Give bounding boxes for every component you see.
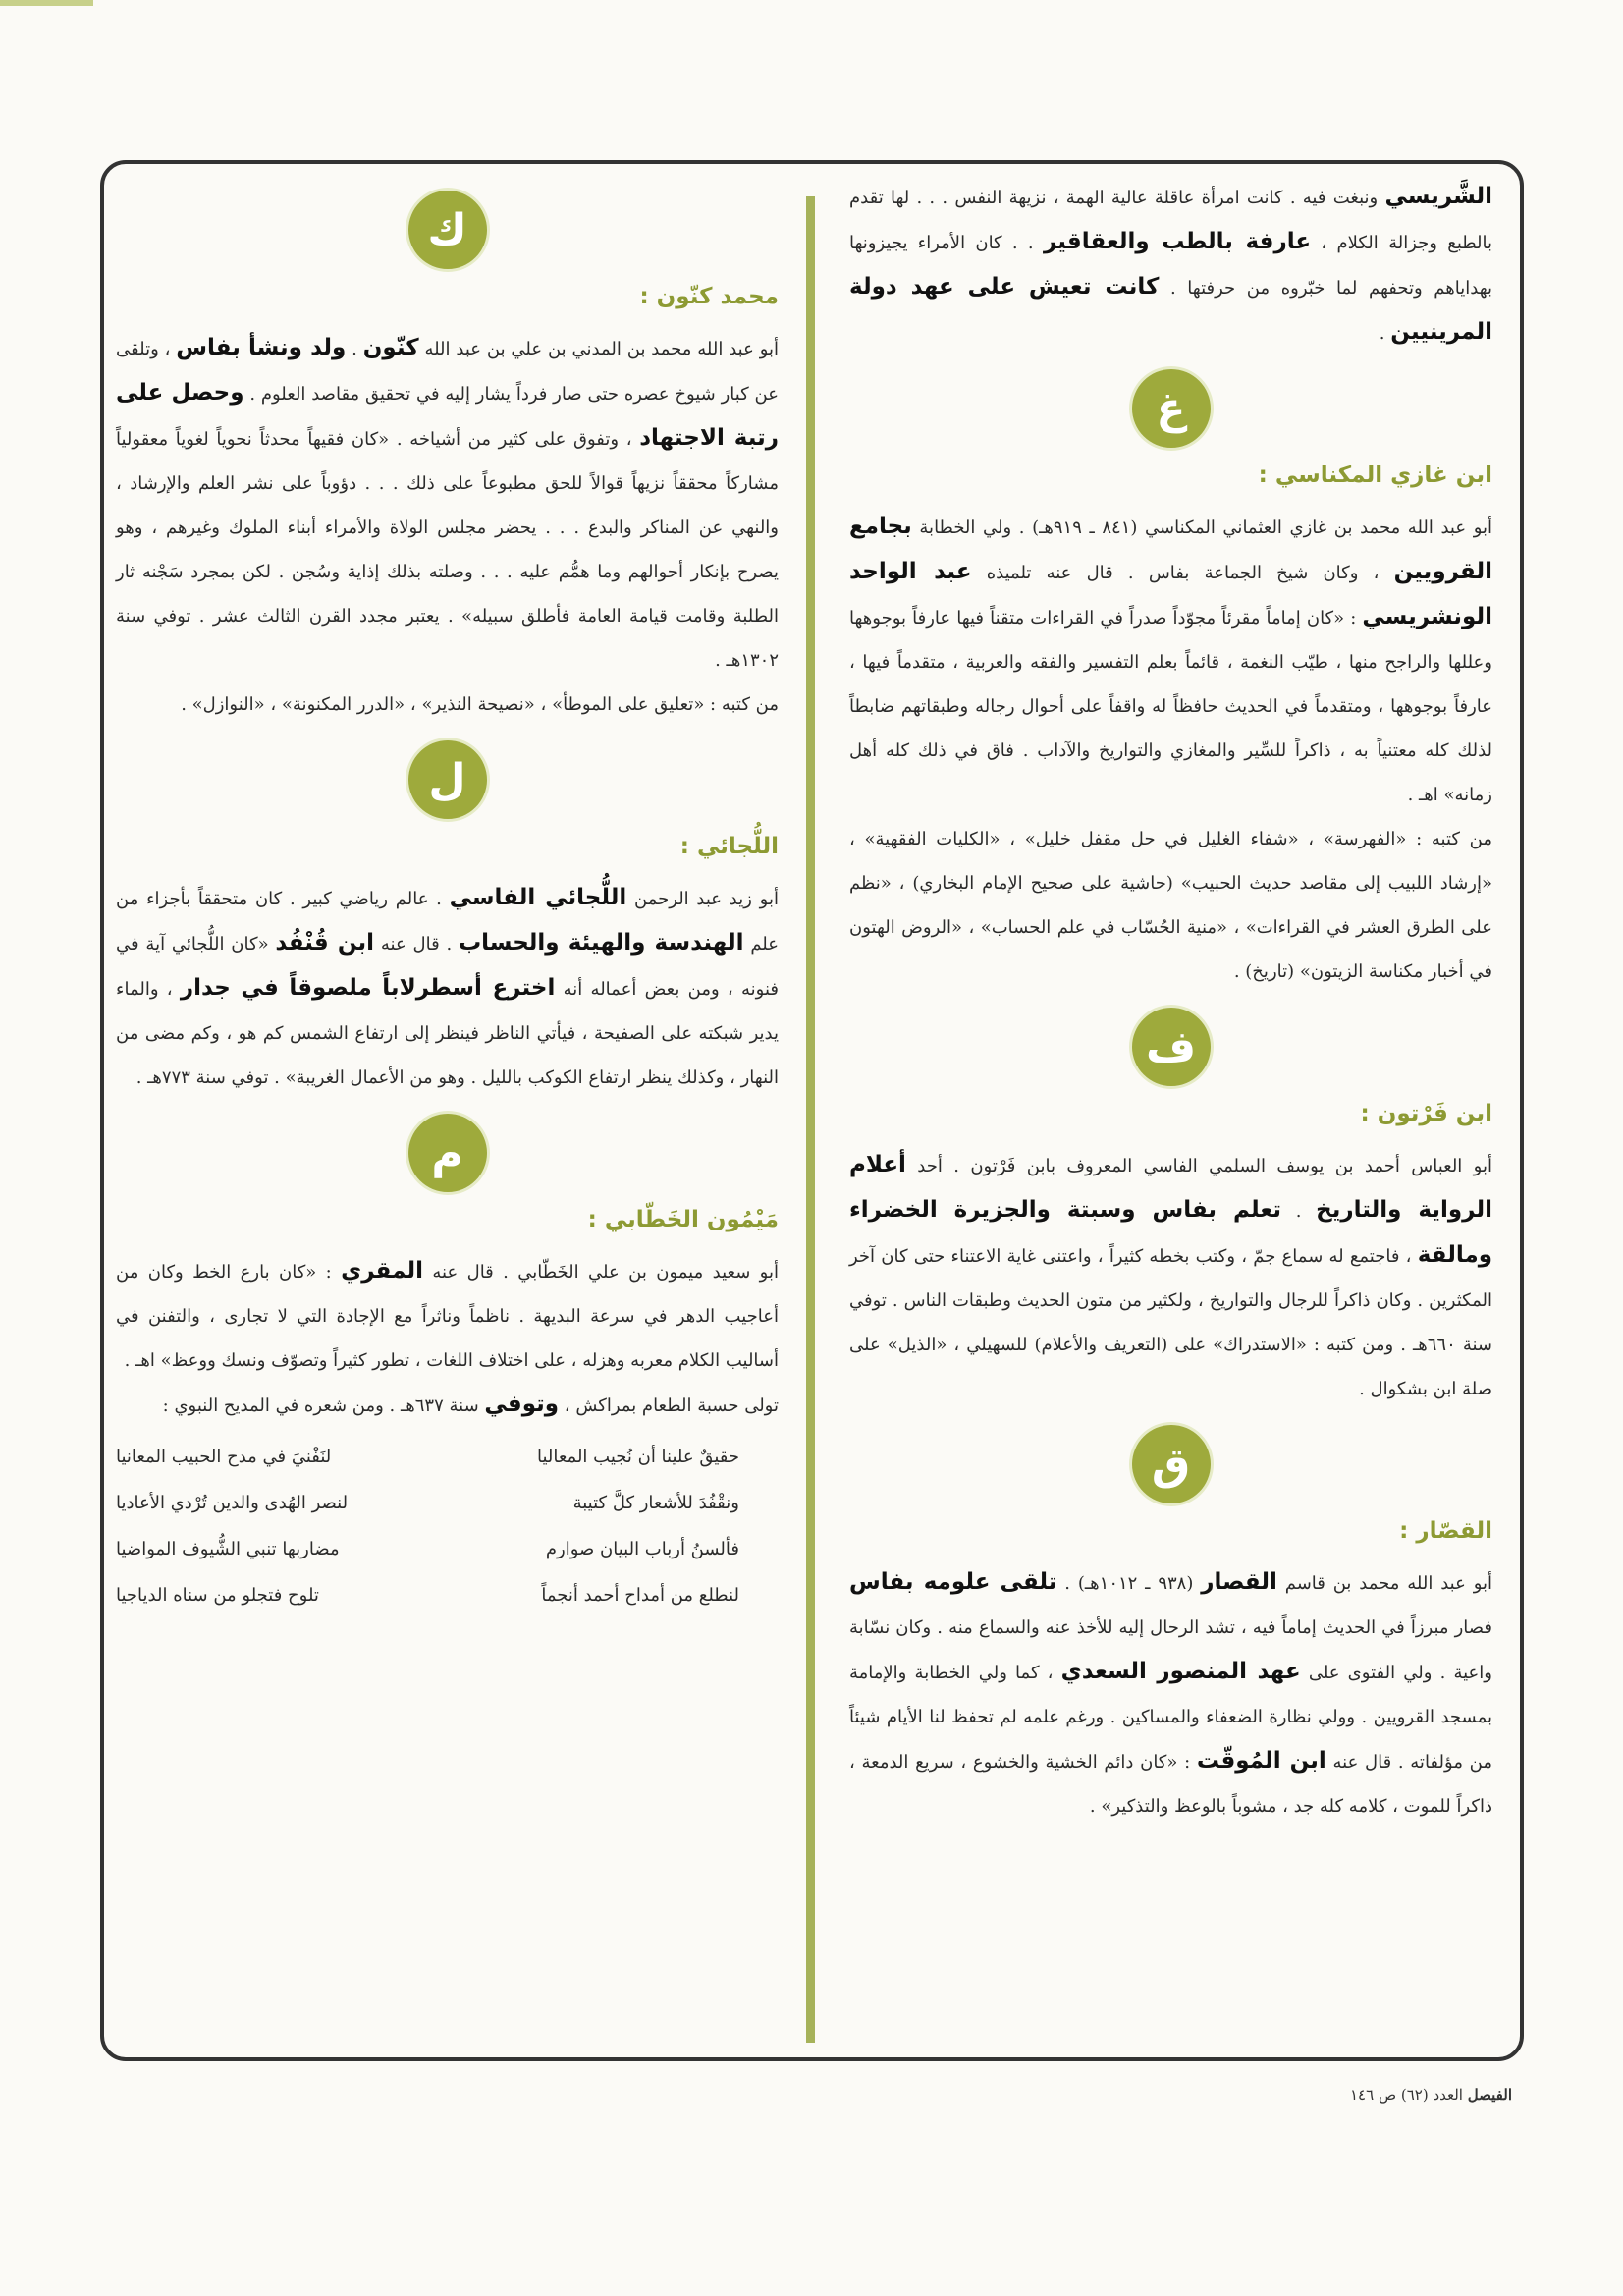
issue-page: العدد (٦٢) ص ١٤٦ [1350,2086,1463,2104]
left-column [116,175,779,1618]
entry-body-ibn-ghazi: أبو عبد الله محمد بن غازي العثماني المكناسي (٨٤١ ـ ٩١٩هـ) . ولي الخطابة بجامع القرويين ، وكان شيخ الجماعة بفاس . قال عنه تلميذه عبد الواحد الونشريسي : «كان إماماً مقرئاً مجوّداً صدراً في القراءات متقناً فيها عارفاً بوجوهها وعللها والراجح منها ، طيّب النغمة ، قائماً بعلم التفسير والفقه والعربية ، متقدماً فيها ، عارفاً بوجوهها ، ومتقدماً في الحديث حافظاً له واقفاً على أحوال رجاله وطبقاتهم ضابطاً لذلك كله معتنياً به ، ذاكراً للسِّير والمغازي والتواريخ والآداب . فاق في ذلك كله أهل زمانه» اهـ . [849,514,1493,805]
hemistich: حقيقٌ علينا أن نُجيب المعاليا [536,1447,739,1467]
right-column [849,175,1492,1829]
hemistich: لنطلع من أمداح أحمد أنجماً [541,1585,739,1606]
entry-body-ibn-fartun: أبو العباس أحمد بن يوسف السلمي الفاسي المعروف بابن فَرْتون . أحد أعلام الرواية والتاريخ . تعلم بفاس وسبتة والجزيرة الخضراء ومالقة ، فاجتمع له سماع جمّ ، وكتب بخطه كثيراً ، واعتنى غاية الاعتناء حتى كان آخر المكثرين . وكان ذاكراً للرجال والتواريخ ، ولكثير من متون الحديث وطبقات الناس . توفي سنة ٦٦٠هـ . ومن كتبه : «الاستدراك» على (التعريف والأعلام) للسهيلي ، «الذيل» على صلة ابن بشكوال . [849,1152,1492,1399]
entry-heading-ibn-ghazi: ابن غازي المكناسي : [1258,463,1492,488]
entry-books-ibn-ghazi: من كتبه : «الفهرسة» ، «شفاء الغليل في حل مقفل خليل» ، «الكليات الفقهية» ، «إرشاد اللبيب إلى مقاصد حديث الحبيب» (حاشية على صحيح الإمام البخاري) ، «نظم على الطرق العشر في القراءات» ، «منية الحُسّاب في علم الحساب» ، «الروض الهتون في أخبار مكناسة الزيتون» (تاريخ) . [849,829,1492,982]
top-color-strip [0,0,93,6]
entry-body-khattabi: أبو سعيد ميمون بن علي الخَطّابي . قال عنه المقري : «كان بارع الخط وكان من أعاجيب الدهر في سرعة البديهة . ناظماً وناثراً مع الإجادة التي لا تجارى ، والتفنن في أساليب الكلام معربه وهزله ، على اختلاف اللغات ، تطور كثيراً وتصوّف ونسك ووعظ» اهـ . [116,1258,779,1371]
poem-verse [116,1480,779,1526]
hemistich: مضاربها تنبي الشُّيوف المواضيا [116,1539,340,1559]
entry-heading-khattabi: مَيْمُون الخَطّابي : [587,1207,779,1232]
letter-mim-badge: م [408,1114,487,1192]
poem-verse [116,1572,779,1618]
letter-ghain-badge: غ [1132,369,1211,448]
continued-paragraph: الشَّريسي ونبغت فيه . كانت امرأة عاقلة عالية الهمة ، نزيهة النفس . . . لها تقدم بالطبع وجزالة الكلام ، عارفة بالطب والعقاقير . . كان الأمراء يجيزونها بهداياهم وتحفهم لما خبّروه من حرفتها . كانت تعيش على عهد دولة المرينيين . [849,184,1493,345]
hemistich: تلوح فتجلو من سناه الدياجيا [116,1585,319,1606]
poem-verse [116,1434,779,1480]
column-divider [806,196,815,2043]
entry-body-khattabi-2: تولى حسبة الطعام بمراكش ، وتوفي سنة ٦٣٧هـ . ومن شعره في المديح النبوي : [162,1392,779,1417]
hemistich: لنصر الهُدى والدين تُرْدي الأعاديا [116,1493,349,1513]
letter-kaf-badge: ك [408,191,487,269]
poem [116,1434,779,1618]
entry-heading-ibn-fartun: ابن فَرْتون : [1360,1101,1492,1126]
entry-books-kannun: من كتبه : «تعليق على الموطأ» ، «نصيحة النذير» ، «الدرر المكنونة» ، «النوازل» . [181,694,779,715]
letter-lam-badge: ل [408,740,487,819]
entry-heading-lujai: اللُّجائي : [679,834,779,859]
entry-body-lujai: أبو زيد عبد الرحمن اللُّجائي الفاسي . عالم رياضي كبير . كان متحققاً بأجزاء من علم الهندسة والهيئة والحساب . قال عنه ابن قُنْفُد «كان اللُّجائي آية في فنونه ، ومن بعض أعماله أنه اخترع أسطرلاباً ملصوقاً في جدار ، والماء يدير شبكته على الصفيحة ، فيأتي الناظر فينظر إلى ارتفاع الشمس كم هو ، وكم مضى من النهار ، وكذلك ينظر ارتفاع الكوكب بالليل . وهو من الأعمال الغريبة» . توفي سنة ٧٧٣هـ . [116,885,780,1088]
entry-body-qassar: أبو عبد الله محمد بن قاسم القصار (٩٣٨ ـ ١٠١٢هـ) . تلقى علومه بفاس فصار مبرزاً في الحديث إماماً فيه ، تشد الرحال إليه للأخذ عنه والسماع منه . وكان نسّابة واعية . ولي الفتوى على عهد المنصور السعدي ، كما ولي الخطابة والإمامة بمسجد القرويين . وولي نظارة الضعفاء والمساكين . ورغم علمه لم تحفظ لنا الأيام شيئاً من مؤلفاته . قال عنه ابن المُوقّت : «كان دائم الخشية والخشوع ، سريع الدمعة ، ذاكراً للموت ، كلامه كله جد ، مشوباً بالوعظ والتذكير» . [849,1569,1493,1817]
hemistich: لنَفْنيَ في مدح الحبيب المعانيا [116,1447,332,1467]
magazine-name: الفيصل [1467,2086,1512,2104]
hemistich: فألسنُ أرباب البيان صوارم [545,1539,739,1559]
letter-qaf-badge: ق [1132,1425,1211,1503]
entry-heading-kannun: محمد كنّون : [639,284,779,309]
entry-body-kannun: أبو عبد الله محمد بن المدني بن علي بن عبد الله كنّون . ولد ونشأ بفاس ، وتلقى عن كبار شيوخ عصره حتى صار فرداً يشار إليه في تحقيق مقاصد العلوم . وحصل على رتبة الاجتهاد ، وتفوق على كثير من أشياخه . «كان فقيهاً محدثاً نحوياً لغوياً معقولياً مشاركاً محققاً نزيهاً قوالاً للحق مطبوعاً على ذلك . . . دؤوباً على نشر العلم والإرشاد ، والنهي عن المناكر والبدع . . . يحضر مجلس الولاة والأمراء أبناء الملوك وغيرهم ، وهو يصرح بإنكار أحوالهم وما همُّم عليه . . . وصلته بذلك إذاية وسُجن . لكن بمجرد سَجْنه ثار الطلبة وقامت قيامة العامة فأطلق سبيله» . يعتبر مجدد القرن الثالث عشر . توفي سنة ١٣٠٢هـ . [116,335,780,671]
entry-heading-qassar: القصّار : [1399,1518,1492,1544]
hemistich: ونقْفُدَ للأشعار كلَّ كتيبة [572,1493,739,1513]
page-footer [1276,2086,1512,2104]
letter-fa-badge: ف [1132,1008,1211,1086]
poem-verse [116,1526,779,1572]
